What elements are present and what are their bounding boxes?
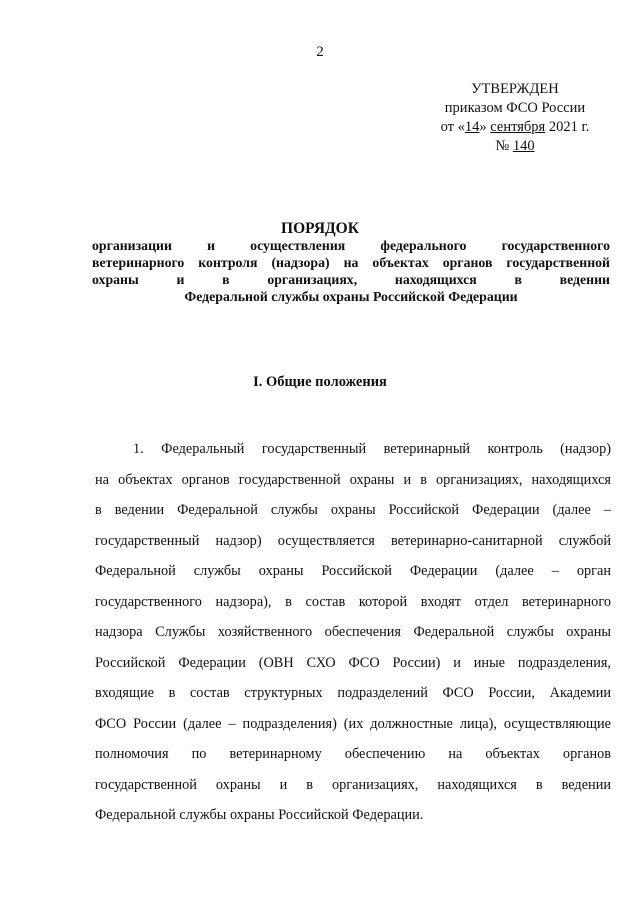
paragraph-line: государственный надзор) осуществляется ветеринарно-санитарной службой: [95, 532, 611, 549]
paragraph-line: полномочия по ветеринарному обеспечению на объектах органов: [95, 746, 611, 762]
date-suffix: 2021 г.: [545, 119, 590, 135]
paragraph-line: входящие в состав структурных подразделений ФСО России, Академии: [95, 685, 611, 701]
paragraph-line: Российской Федерации (ОВН СХО ФСО России) и иные подразделения,: [95, 654, 611, 671]
date-day: 14: [464, 119, 480, 135]
date-prefix: от «: [440, 119, 465, 135]
paragraph-line: государственного надзора), в состав которой входят отдел ветеринарного: [95, 593, 611, 610]
section-heading: I. Общие положения: [253, 374, 387, 390]
approval-number: [420, 137, 610, 156]
paragraph-line: Федеральной службы охраны Российской Федерации.: [95, 807, 424, 823]
paragraph-line: государственной охраны и в организациях, находящихся в ведении: [95, 776, 611, 793]
approval-order: приказом ФСО России: [444, 100, 586, 116]
paragraph-line: надзора Службы хозяйственного обеспечения Федеральной службы охраны: [95, 624, 611, 640]
paragraph-1: [95, 434, 611, 831]
document-subtitle: [92, 237, 610, 305]
document-title: ПОРЯДОК: [281, 220, 359, 237]
subtitle-line: ветеринарного контроля (надзора) на объектах органов государственной: [92, 255, 610, 270]
date-month: сентября: [490, 119, 546, 135]
paragraph-line: в ведении Федеральной службы охраны Российской Федерации (далее –: [95, 502, 611, 518]
page-number: 2: [316, 44, 324, 60]
paragraph-line: Федеральной службы охраны Российской Федерации (далее – орган: [95, 563, 611, 579]
paragraph-line: 1. Федеральный государственный ветеринарный контроль (надзор): [133, 441, 611, 457]
approval-date: [420, 118, 610, 137]
subtitle-line: Федеральной службы охраны Российской Федерации: [184, 289, 518, 304]
number-prefix: №: [495, 138, 513, 154]
subtitle-line: организации и осуществления федерального государственного: [92, 238, 610, 253]
paragraph-line: ФСО России (далее – подразделения) (их должностные лица), осуществляющие: [95, 715, 611, 732]
approval-stamp: [420, 80, 610, 156]
approval-status: УТВЕРЖДЕН: [471, 81, 559, 97]
order-number: 140: [512, 138, 535, 154]
subtitle-line: охраны и в организациях, находящихся в ведении: [92, 272, 610, 287]
paragraph-line: на объектах органов государственной охраны и в организациях, находящихся: [95, 471, 611, 488]
date-mid: »: [479, 119, 491, 135]
